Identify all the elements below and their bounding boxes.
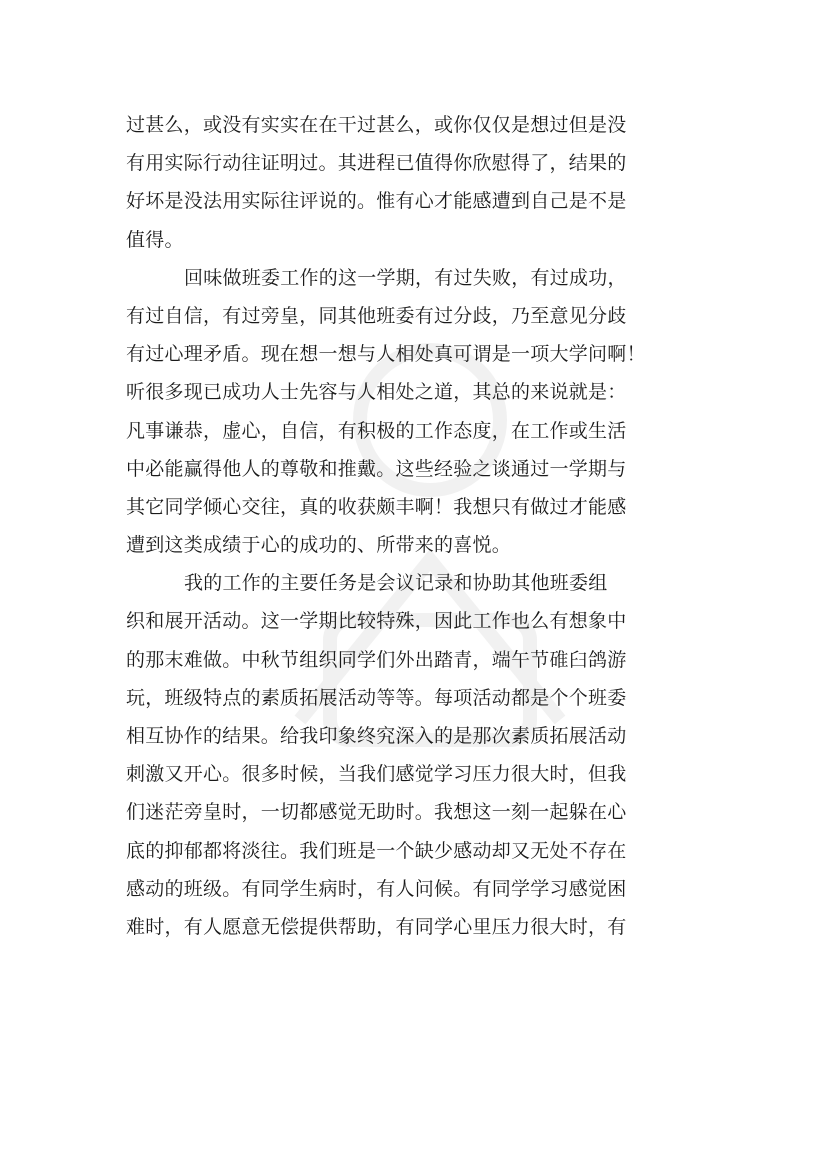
text-line: 过甚么，或没有实实在在干过甚么，或你仅仅是想过但是没 bbox=[126, 114, 627, 136]
text-line: 底的抑郁都将淡往。我们班是一个缺少感动却又无处不存在 bbox=[126, 839, 627, 862]
text-line: 玩，班级特点的素质拓展活动等等。每项活动都是个个班委 bbox=[126, 686, 627, 709]
text-line: 凡事谦恭，虚心，自信，有积极的工作态度，在工作或生活 bbox=[126, 419, 627, 442]
paragraph-first-line: 回味做班委工作的这一学期，有过失败，有过成功， bbox=[184, 266, 627, 289]
text-line: 中必能赢得他人的尊敬和推戴。这些经验之谈通过一学期与 bbox=[126, 457, 627, 480]
text-line: 好坏是没法用实际往评说的。惟有心才能感遭到自己是不是 bbox=[126, 190, 627, 213]
text-line: 的那末难做。中秋节组织同学们外出踏青，端午节碓臼鸽游 bbox=[126, 648, 627, 671]
text-line: 其它同学倾心交往，真的收获颇丰啊！我想只有做过才能感 bbox=[126, 495, 627, 518]
text-line: 相互协作的结果。给我印象终究深入的是那次素质拓展活动 bbox=[126, 725, 627, 747]
text-line: 刺激又开心。很多时候，当我们感觉学习压力很大时，但我 bbox=[126, 763, 627, 786]
text-line: 们迷茫旁皇时，一切都感觉无助时。我想这一刻一起躲在心 bbox=[126, 801, 627, 824]
text-line: 听很多现已成功人士先容与人相处之道，其总的来说就是： bbox=[126, 381, 627, 404]
text-line: 有用实际行动往证明过。其进程已值得你欣慰得了，结果的 bbox=[126, 152, 627, 175]
text-line: 有过自信，有过旁皇，同其他班委有过分歧，乃至意见分歧 bbox=[126, 304, 627, 327]
text-line: 难时，有人愿意无偿提供帮助，有同学心里压力很大时，有 bbox=[126, 915, 627, 938]
document-body bbox=[126, 106, 716, 946]
paragraph-first-line: 我的工作的主要任务是会议记录和协助其他班委组 bbox=[184, 572, 608, 595]
text-line: 感动的班级。有同学生病时，有人问候。有同学学习感觉困 bbox=[126, 877, 627, 900]
text-line: 织和展开活动。这一学期比较特殊，因此工作也么有想象中 bbox=[126, 610, 627, 633]
text-line: 有过心理矛盾。现在想一想与人相处真可谓是一项大学问啊！ bbox=[126, 343, 646, 366]
text-line: 遭到这类成绩于心的成功的、所带来的喜悦。 bbox=[126, 534, 512, 557]
text-line: 值得。 bbox=[126, 228, 184, 251]
